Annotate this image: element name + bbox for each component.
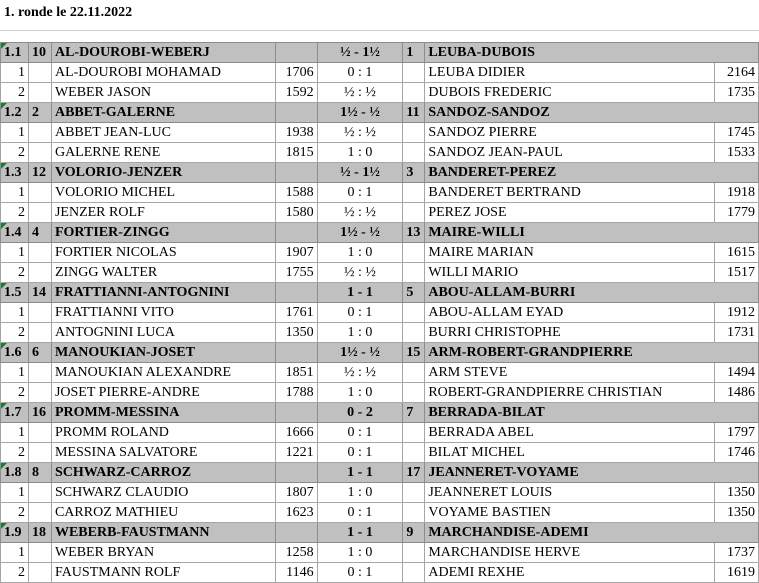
away-team-name: ABOU-ALLAM-BURRI bbox=[425, 283, 759, 303]
home-player-name: WEBER JASON bbox=[51, 83, 275, 103]
board-number: 2 bbox=[1, 263, 29, 283]
board-row bbox=[1, 323, 759, 343]
home-player-name: GALERNE RENE bbox=[51, 143, 275, 163]
match-id: 1.8 bbox=[1, 463, 29, 483]
match-score: 1½ - ½ bbox=[317, 223, 403, 243]
home-team-spacer bbox=[275, 43, 317, 63]
board-spacer bbox=[28, 323, 51, 343]
match-row bbox=[1, 403, 759, 423]
board-spacer bbox=[28, 243, 51, 263]
board-spacer bbox=[28, 543, 51, 563]
away-team-name: MAIRE-WILLI bbox=[425, 223, 759, 243]
board-spacer bbox=[28, 363, 51, 383]
away-player-elo: 1735 bbox=[715, 83, 759, 103]
board-result: ½ : ½ bbox=[317, 363, 403, 383]
home-team-name: PROMM-MESSINA bbox=[51, 403, 275, 423]
home-team-name: WEBERB-FAUSTMANN bbox=[51, 523, 275, 543]
board-spacer bbox=[28, 503, 51, 523]
home-player-elo: 1938 bbox=[275, 123, 317, 143]
board-number: 1 bbox=[1, 63, 29, 83]
away-team-number: 17 bbox=[403, 463, 425, 483]
board-row bbox=[1, 203, 759, 223]
away-team-number: 1 bbox=[403, 43, 425, 63]
board-number: 1 bbox=[1, 423, 29, 443]
away-player-name: ABOU-ALLAM EYAD bbox=[425, 303, 715, 323]
away-player-elo: 1619 bbox=[715, 563, 759, 583]
board-row bbox=[1, 363, 759, 383]
board-spacer bbox=[403, 63, 425, 83]
board-spacer bbox=[28, 383, 51, 403]
board-spacer bbox=[403, 503, 425, 523]
match-id: 1.2 bbox=[1, 103, 29, 123]
board-number: 2 bbox=[1, 443, 29, 463]
home-player-name: JOSET PIERRE-ANDRE bbox=[51, 383, 275, 403]
away-team-name: LEUBA-DUBOIS bbox=[425, 43, 759, 63]
board-result: 1 : 0 bbox=[317, 143, 403, 163]
board-row bbox=[1, 183, 759, 203]
board-spacer bbox=[403, 443, 425, 463]
away-player-elo: 1517 bbox=[715, 263, 759, 283]
home-player-name: ANTOGNINI LUCA bbox=[51, 323, 275, 343]
home-player-elo: 1580 bbox=[275, 203, 317, 223]
away-player-name: VOYAME BASTIEN bbox=[425, 503, 715, 523]
board-result: 0 : 1 bbox=[317, 503, 403, 523]
board-row bbox=[1, 303, 759, 323]
away-player-name: BURRI CHRISTOPHE bbox=[425, 323, 715, 343]
match-row bbox=[1, 463, 759, 483]
board-spacer bbox=[28, 423, 51, 443]
board-result: 1 : 0 bbox=[317, 383, 403, 403]
board-spacer bbox=[28, 563, 51, 583]
away-team-name: MARCHANDISE-ADEMI bbox=[425, 523, 759, 543]
board-spacer bbox=[28, 183, 51, 203]
away-player-elo: 1745 bbox=[715, 123, 759, 143]
away-player-name: BILAT MICHEL bbox=[425, 443, 715, 463]
board-spacer bbox=[28, 203, 51, 223]
board-result: 1 : 0 bbox=[317, 483, 403, 503]
board-result: 0 : 1 bbox=[317, 303, 403, 323]
home-player-name: JENZER ROLF bbox=[51, 203, 275, 223]
board-spacer bbox=[403, 563, 425, 583]
board-result: 1 : 0 bbox=[317, 243, 403, 263]
home-player-elo: 1788 bbox=[275, 383, 317, 403]
match-id: 1.5 bbox=[1, 283, 29, 303]
home-team-spacer bbox=[275, 523, 317, 543]
board-spacer bbox=[28, 63, 51, 83]
board-number: 1 bbox=[1, 183, 29, 203]
match-score: 1 - 1 bbox=[317, 523, 403, 543]
board-row bbox=[1, 483, 759, 503]
away-team-name: BERRADA-BILAT bbox=[425, 403, 759, 423]
match-score: 1 - 1 bbox=[317, 463, 403, 483]
board-spacer bbox=[403, 243, 425, 263]
away-player-elo: 1615 bbox=[715, 243, 759, 263]
home-player-name: VOLORIO MICHEL bbox=[51, 183, 275, 203]
home-player-elo: 1221 bbox=[275, 443, 317, 463]
match-score: 0 - 2 bbox=[317, 403, 403, 423]
home-team-name: AL-DOUROBI-WEBERJ bbox=[51, 43, 275, 63]
board-spacer bbox=[28, 83, 51, 103]
away-player-name: DUBOIS FREDERIC bbox=[425, 83, 715, 103]
away-player-name: ROBERT-GRANDPIERRE CHRISTIAN bbox=[425, 383, 715, 403]
home-player-elo: 1907 bbox=[275, 243, 317, 263]
away-player-elo: 1746 bbox=[715, 443, 759, 463]
home-player-elo: 1666 bbox=[275, 423, 317, 443]
home-player-elo: 1623 bbox=[275, 503, 317, 523]
match-row bbox=[1, 103, 759, 123]
round-title: 1. ronde le 22.11.2022 bbox=[4, 5, 133, 20]
home-player-name: MANOUKIAN ALEXANDRE bbox=[51, 363, 275, 383]
board-spacer bbox=[403, 423, 425, 443]
board-result: 0 : 1 bbox=[317, 423, 403, 443]
home-team-name: VOLORIO-JENZER bbox=[51, 163, 275, 183]
home-player-elo: 1588 bbox=[275, 183, 317, 203]
board-number: 2 bbox=[1, 563, 29, 583]
away-team-number: 5 bbox=[403, 283, 425, 303]
match-row bbox=[1, 343, 759, 363]
home-player-name: FAUSTMANN ROLF bbox=[51, 563, 275, 583]
home-team-number: 2 bbox=[28, 103, 51, 123]
board-number: 1 bbox=[1, 483, 29, 503]
board-result: 0 : 1 bbox=[317, 563, 403, 583]
home-player-name: PROMM ROLAND bbox=[51, 423, 275, 443]
match-row bbox=[1, 283, 759, 303]
home-team-spacer bbox=[275, 223, 317, 243]
board-result: 0 : 1 bbox=[317, 443, 403, 463]
board-row bbox=[1, 243, 759, 263]
board-result: ½ : ½ bbox=[317, 83, 403, 103]
away-player-elo: 1737 bbox=[715, 543, 759, 563]
away-player-name: WILLI MARIO bbox=[425, 263, 715, 283]
home-player-elo: 1350 bbox=[275, 323, 317, 343]
home-player-elo: 1146 bbox=[275, 563, 317, 583]
board-result: 1 : 0 bbox=[317, 323, 403, 343]
board-number: 2 bbox=[1, 83, 29, 103]
away-player-elo: 1912 bbox=[715, 303, 759, 323]
away-team-name: ARM-ROBERT-GRANDPIERRE bbox=[425, 343, 759, 363]
away-player-elo: 1918 bbox=[715, 183, 759, 203]
home-player-name: MESSINA SALVATORE bbox=[51, 443, 275, 463]
home-team-number: 18 bbox=[28, 523, 51, 543]
board-result: 0 : 1 bbox=[317, 183, 403, 203]
home-player-name: AL-DOUROBI MOHAMAD bbox=[51, 63, 275, 83]
away-team-name: SANDOZ-SANDOZ bbox=[425, 103, 759, 123]
home-team-number: 16 bbox=[28, 403, 51, 423]
home-team-spacer bbox=[275, 163, 317, 183]
home-player-name: FORTIER NICOLAS bbox=[51, 243, 275, 263]
away-player-elo: 1533 bbox=[715, 143, 759, 163]
away-player-elo: 1494 bbox=[715, 363, 759, 383]
home-team-number: 14 bbox=[28, 283, 51, 303]
away-player-elo: 2164 bbox=[715, 63, 759, 83]
away-player-name: LEUBA DIDIER bbox=[425, 63, 715, 83]
home-player-elo: 1755 bbox=[275, 263, 317, 283]
board-row bbox=[1, 83, 759, 103]
board-row bbox=[1, 143, 759, 163]
board-spacer bbox=[28, 483, 51, 503]
board-spacer bbox=[403, 323, 425, 343]
home-team-spacer bbox=[275, 463, 317, 483]
home-team-spacer bbox=[275, 343, 317, 363]
home-player-elo: 1592 bbox=[275, 83, 317, 103]
away-player-name: SANDOZ JEAN-PAUL bbox=[425, 143, 715, 163]
home-player-name: FRATTIANNI VITO bbox=[51, 303, 275, 323]
away-player-elo: 1486 bbox=[715, 383, 759, 403]
away-player-elo: 1350 bbox=[715, 483, 759, 503]
board-spacer bbox=[403, 83, 425, 103]
away-player-name: BANDERET BERTRAND bbox=[425, 183, 715, 203]
match-score: ½ - 1½ bbox=[317, 43, 403, 63]
away-team-number: 11 bbox=[403, 103, 425, 123]
board-row bbox=[1, 263, 759, 283]
home-team-name: SCHWARZ-CARROZ bbox=[51, 463, 275, 483]
board-spacer bbox=[28, 303, 51, 323]
home-team-spacer bbox=[275, 403, 317, 423]
home-player-name: WEBER BRYAN bbox=[51, 543, 275, 563]
away-team-name: JEANNERET-VOYAME bbox=[425, 463, 759, 483]
away-player-elo: 1779 bbox=[715, 203, 759, 223]
home-team-name: ABBET-GALERNE bbox=[51, 103, 275, 123]
away-player-elo: 1797 bbox=[715, 423, 759, 443]
home-player-name: ABBET JEAN-LUC bbox=[51, 123, 275, 143]
home-team-name: FORTIER-ZINGG bbox=[51, 223, 275, 243]
match-id: 1.1 bbox=[1, 43, 29, 63]
away-player-name: MAIRE MARIAN bbox=[425, 243, 715, 263]
match-score: 1 - 1 bbox=[317, 283, 403, 303]
board-number: 1 bbox=[1, 543, 29, 563]
away-player-name: ARM STEVE bbox=[425, 363, 715, 383]
home-team-number: 8 bbox=[28, 463, 51, 483]
away-player-name: ADEMI REXHE bbox=[425, 563, 715, 583]
pairings-table bbox=[0, 42, 759, 583]
board-number: 2 bbox=[1, 323, 29, 343]
match-score: 1½ - ½ bbox=[317, 103, 403, 123]
board-number: 1 bbox=[1, 123, 29, 143]
home-team-name: FRATTIANNI-ANTOGNINI bbox=[51, 283, 275, 303]
match-row bbox=[1, 223, 759, 243]
match-id: 1.4 bbox=[1, 223, 29, 243]
match-score: ½ - 1½ bbox=[317, 163, 403, 183]
board-result: ½ : ½ bbox=[317, 123, 403, 143]
home-team-number: 10 bbox=[28, 43, 51, 63]
board-number: 2 bbox=[1, 203, 29, 223]
home-team-name: MANOUKIAN-JOSET bbox=[51, 343, 275, 363]
board-row bbox=[1, 563, 759, 583]
match-id: 1.9 bbox=[1, 523, 29, 543]
away-player-name: MARCHANDISE HERVE bbox=[425, 543, 715, 563]
home-player-elo: 1258 bbox=[275, 543, 317, 563]
match-score: 1½ - ½ bbox=[317, 343, 403, 363]
match-id: 1.7 bbox=[1, 403, 29, 423]
board-number: 1 bbox=[1, 303, 29, 323]
board-spacer bbox=[403, 363, 425, 383]
board-spacer bbox=[403, 383, 425, 403]
away-team-name: BANDERET-PEREZ bbox=[425, 163, 759, 183]
board-spacer bbox=[403, 143, 425, 163]
home-team-number: 4 bbox=[28, 223, 51, 243]
away-team-number: 7 bbox=[403, 403, 425, 423]
match-row bbox=[1, 163, 759, 183]
away-player-elo: 1731 bbox=[715, 323, 759, 343]
away-player-elo: 1350 bbox=[715, 503, 759, 523]
board-row bbox=[1, 503, 759, 523]
home-team-number: 12 bbox=[28, 163, 51, 183]
board-number: 2 bbox=[1, 503, 29, 523]
board-spacer bbox=[403, 203, 425, 223]
home-player-name: ZINGG WALTER bbox=[51, 263, 275, 283]
board-spacer bbox=[403, 263, 425, 283]
board-spacer bbox=[28, 123, 51, 143]
away-team-number: 3 bbox=[403, 163, 425, 183]
board-spacer bbox=[403, 303, 425, 323]
board-result: 1 : 0 bbox=[317, 543, 403, 563]
board-row bbox=[1, 423, 759, 443]
home-team-number: 6 bbox=[28, 343, 51, 363]
match-row bbox=[1, 43, 759, 63]
board-number: 1 bbox=[1, 363, 29, 383]
board-spacer bbox=[28, 263, 51, 283]
home-player-name: SCHWARZ CLAUDIO bbox=[51, 483, 275, 503]
home-player-name: CARROZ MATHIEU bbox=[51, 503, 275, 523]
board-row bbox=[1, 383, 759, 403]
board-number: 1 bbox=[1, 243, 29, 263]
board-spacer bbox=[403, 123, 425, 143]
away-player-name: BERRADA ABEL bbox=[425, 423, 715, 443]
board-spacer bbox=[403, 543, 425, 563]
home-player-elo: 1807 bbox=[275, 483, 317, 503]
match-row bbox=[1, 523, 759, 543]
board-number: 2 bbox=[1, 383, 29, 403]
board-spacer bbox=[28, 143, 51, 163]
home-player-elo: 1761 bbox=[275, 303, 317, 323]
board-number: 2 bbox=[1, 143, 29, 163]
board-result: ½ : ½ bbox=[317, 203, 403, 223]
board-row bbox=[1, 123, 759, 143]
home-player-elo: 1815 bbox=[275, 143, 317, 163]
away-team-number: 15 bbox=[403, 343, 425, 363]
board-row bbox=[1, 543, 759, 563]
board-spacer bbox=[403, 483, 425, 503]
away-team-number: 13 bbox=[403, 223, 425, 243]
board-spacer bbox=[403, 183, 425, 203]
home-player-elo: 1706 bbox=[275, 63, 317, 83]
away-player-name: JEANNERET LOUIS bbox=[425, 483, 715, 503]
board-row bbox=[1, 63, 759, 83]
match-id: 1.6 bbox=[1, 343, 29, 363]
away-player-name: SANDOZ PIERRE bbox=[425, 123, 715, 143]
board-result: ½ : ½ bbox=[317, 263, 403, 283]
board-result: 0 : 1 bbox=[317, 63, 403, 83]
away-player-name: PEREZ JOSE bbox=[425, 203, 715, 223]
away-team-number: 9 bbox=[403, 523, 425, 543]
board-spacer bbox=[28, 443, 51, 463]
match-id: 1.3 bbox=[1, 163, 29, 183]
board-row bbox=[1, 443, 759, 463]
home-team-spacer bbox=[275, 103, 317, 123]
home-player-elo: 1851 bbox=[275, 363, 317, 383]
home-team-spacer bbox=[275, 283, 317, 303]
